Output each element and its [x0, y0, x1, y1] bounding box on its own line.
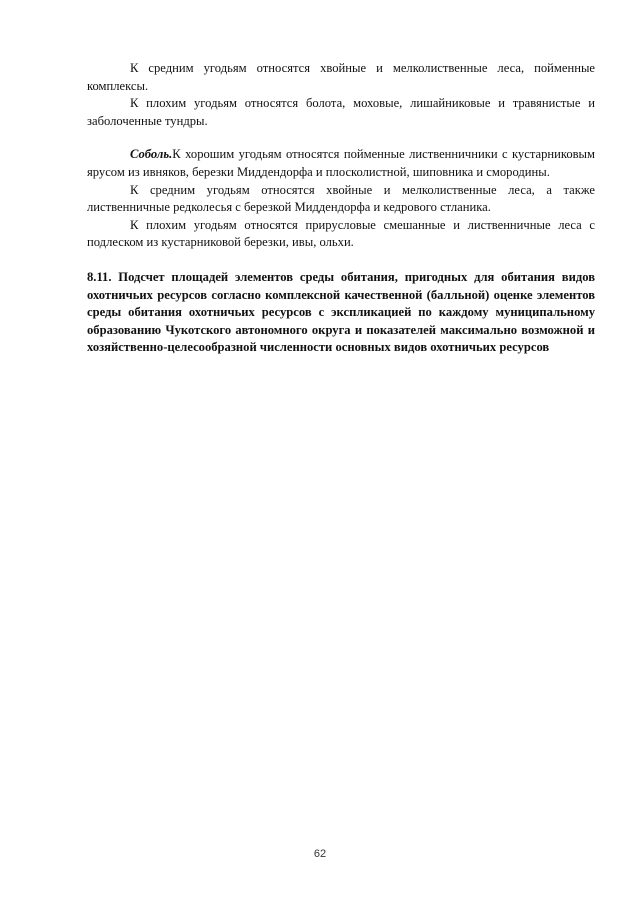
species-label-sable: Соболь. [130, 147, 173, 162]
spacer [87, 252, 595, 269]
document-page [87, 60, 595, 357]
section-heading-8-11: 8.11. Подсчет площадей элементов среды обитания, пригодных для обитания видов охотничьих ресурсов согласно комплексной качественной (балльной) оценке элементов среды обитания охотничьих ресурсов с экспликацией по каждому муниципальному образованию Чукотского автономного округа и показателей максимально возможной и хозяйственно-целесообразной численности основных видов охотничьих ресурсов [87, 269, 595, 355]
paragraph-sable-good-lands [87, 146, 595, 181]
paragraph-medium-lands: К средним угодьям относятся хвойные и мелколиственные леса, пойменные комплексы. [87, 61, 595, 93]
page-number: 62 [313, 848, 327, 860]
paragraph-sable-medium-lands: К средним угодьям относятся хвойные и мелколиственные леса, а также лиственничные редколесья с березкой Миддендорфа и кедрового стланика. [87, 182, 595, 215]
sable-good-text: К хорошим угодьям относятся пойменные лиственничники с кустарниковым ярусом из ивняков, березки Миддендорфа и плосколистной, шиповника и смородины. [87, 147, 595, 179]
paragraph-sable-bad-lands: К плохим угодьям относятся прирусловые смешанные и лиственничные леса с подлеском из кустарниковой березки, ивы, ольхи. [87, 217, 595, 250]
spacer [87, 130, 595, 146]
paragraph-bad-lands: К плохим угодьям относятся болота, моховые, лишайниковые и травянистые и заболоченные тундры. [87, 96, 595, 128]
